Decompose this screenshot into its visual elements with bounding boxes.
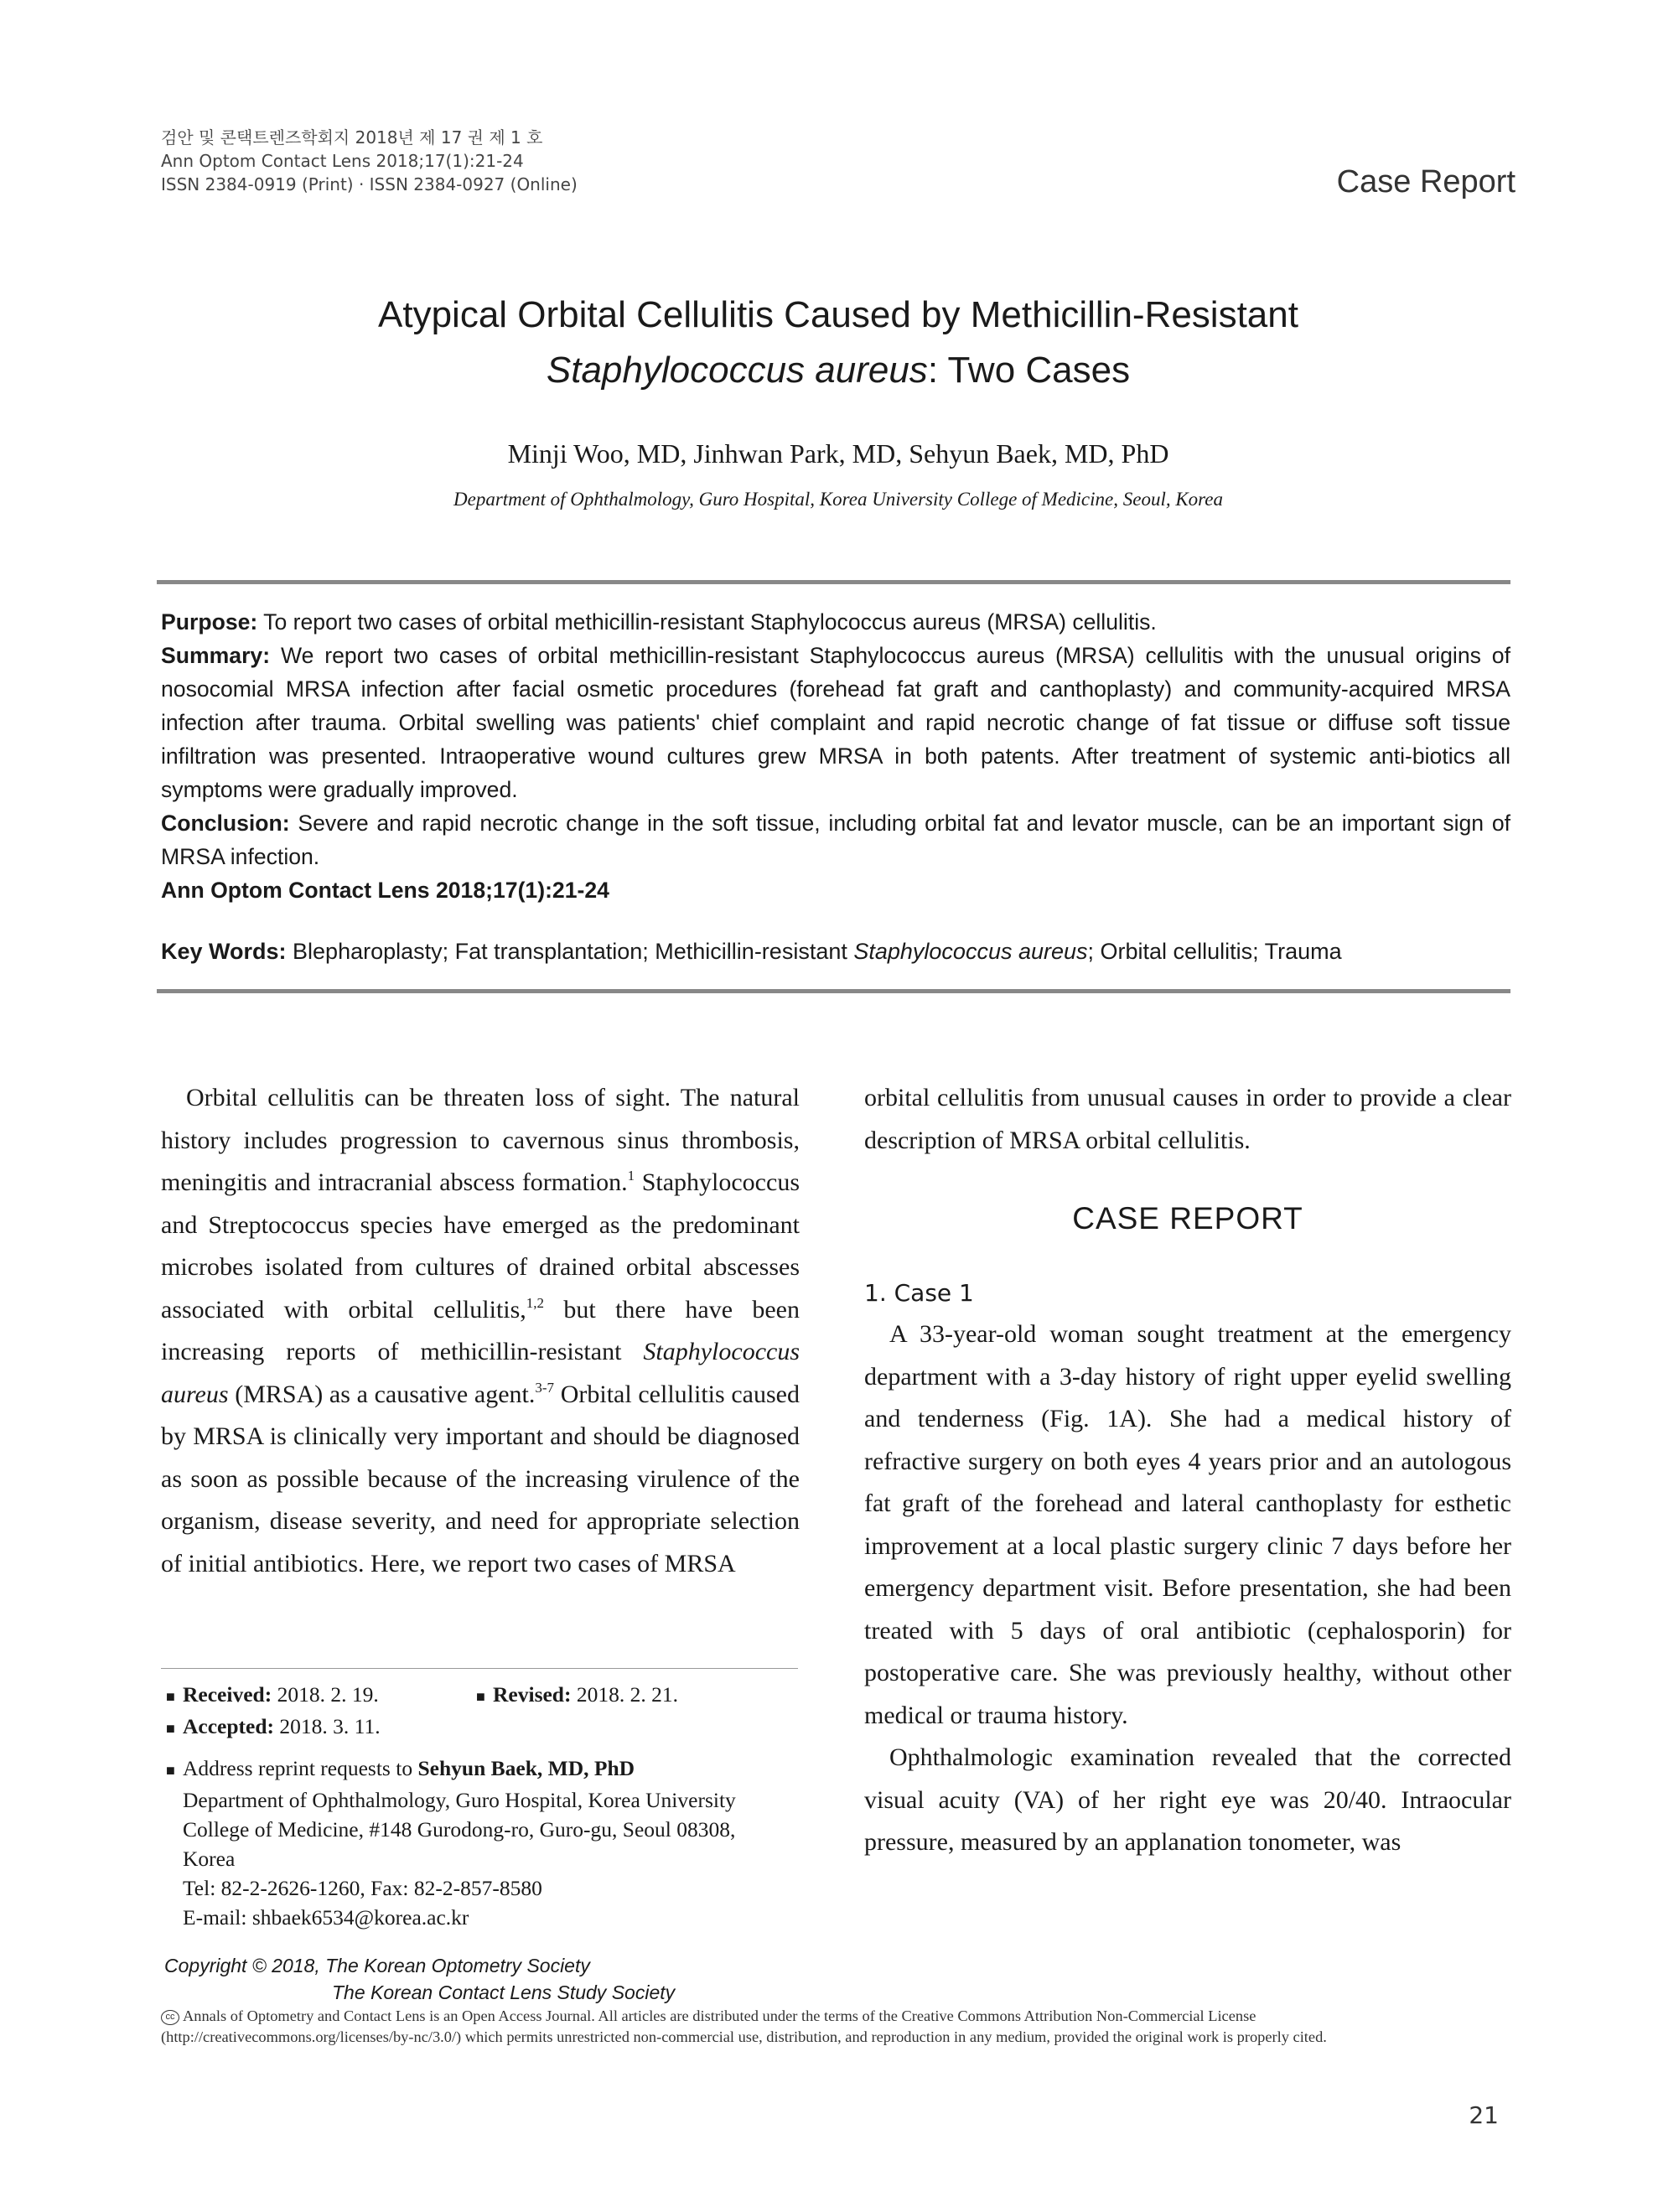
- license-notice: [161, 2006, 1512, 2048]
- intro-continuation: orbital cellulitis from unusual causes in order to provide a clear description of MRSA orbital cellulitis.: [864, 1084, 1511, 1154]
- journal-title-korean: 검안 및 콘택트렌즈학회지 2018년 제 17 권 제 1 호: [161, 127, 543, 148]
- author-affiliation: Department of Ophthalmology, Guro Hospital, Korea University College of Medicine, Seoul, Korea: [453, 489, 1223, 510]
- body-column-left: [161, 1077, 800, 1585]
- creative-commons-icon: cc: [161, 2010, 179, 2025]
- summary-text: We report two cases of orbital methicillin-resistant Staphylococcus aureus (MRSA) cellulitis with the unusual origins of nosocomial MRSA infection after facial osmetic procedures (forehead fat graft and canthoplasty) and community-acquired MRSA infection after trauma. Orbital swelling was patients' chief complaint and rapid necrotic change of fat tissue or diffuse soft tissue infiltration was presented. Intraoperative wound cultures grew MRSA in both patents. After treatment of systemic anti-biotics all symptoms were gradually improved.: [161, 643, 1510, 802]
- abstract-summary: [161, 639, 1510, 806]
- address-prefix: Address reprint requests to: [183, 1756, 418, 1780]
- keywords-text-a: Blepharoplasty; Fat transplantation; Methicillin-resistant: [286, 939, 854, 964]
- revised-label: Revised:: [493, 1682, 572, 1707]
- citation-2: 1,2: [526, 1294, 545, 1311]
- abstract-top-rule: [157, 580, 1510, 584]
- received-value: 2018. 2. 19.: [272, 1682, 379, 1707]
- subsection-heading: 1. Case 1: [864, 1279, 974, 1307]
- contact-phone: Tel: 82-2-2626-1260, Fax: 82-2-857-8580: [183, 1876, 542, 1900]
- received-label: Received:: [183, 1682, 272, 1707]
- bullet-icon: ■: [476, 1688, 485, 1705]
- bullet-icon: ■: [166, 1720, 175, 1737]
- abstract-conclusion: [161, 806, 1510, 873]
- keywords-text-b: ; Orbital cellulitis; Trauma: [1087, 939, 1342, 964]
- intro-text-b: Staphylococcus and Streptococcus species have emerged as the predominant microbes isolated from cultures of drained orbital abscesses associated with orbital cellulitis,: [161, 1168, 800, 1324]
- accepted-value: 2018. 3. 11.: [274, 1714, 381, 1738]
- author-list: Minji Woo, MD, Jinhwan Park, MD, Sehyun Baek, MD, PhD: [507, 438, 1169, 469]
- abstract: [161, 605, 1510, 907]
- address-line: College of Medicine, #148 Gurodong-ro, Guro-gu, Seoul 08308,: [183, 1817, 736, 1842]
- citation-3: 3-7: [535, 1379, 555, 1396]
- journal-issn: ISSN 2384-0919 (Print) · ISSN 2384-0927 (Online): [161, 174, 578, 194]
- section-heading: CASE REPORT: [1072, 1201, 1303, 1236]
- corresponding-author: Sehyun Baek, MD, PhD: [417, 1756, 635, 1780]
- conclusion-text: Severe and rapid necrotic change in the soft tissue, including orbital fat and levator muscle, can be an important sign of MRSA infection.: [161, 811, 1510, 869]
- journal-header: [161, 126, 578, 196]
- purpose-label: Purpose:: [161, 609, 258, 635]
- bullet-icon: ■: [166, 1688, 175, 1705]
- address-line: Department of Ophthalmology, Guro Hospital, Korea University: [183, 1788, 736, 1812]
- case-paragraph-2: Ophthalmologic examination revealed that the corrected visual acuity (VA) of her right eye was 20/40. Intraocular pressure, measured by an applanation tonometer, was: [864, 1743, 1511, 1856]
- abstract-bottom-rule: [157, 989, 1510, 993]
- title-suffix: : Two Cases: [927, 350, 1131, 391]
- conclusion-label: Conclusion:: [161, 811, 290, 836]
- revised-value: 2018. 2. 21.: [571, 1682, 678, 1707]
- body-column-right: [864, 1077, 1511, 1864]
- article-type-label: Case Report: [1336, 164, 1516, 199]
- journal-citation: Ann Optom Contact Lens 2018;17(1):21-24: [161, 151, 524, 171]
- title-species-italic: Staphylococcus aureus: [546, 350, 928, 391]
- abstract-purpose: [161, 605, 1510, 639]
- keywords-italic: Staphylococcus aureus: [853, 939, 1088, 964]
- article-title: [168, 288, 1509, 398]
- accepted-label: Accepted:: [183, 1714, 275, 1738]
- purpose-text: To report two cases of orbital methicillin-resistant Staphylococcus aureus (MRSA) cellulitis.: [257, 609, 1157, 635]
- intro-text-d: (MRSA) as a causative agent.: [228, 1380, 536, 1408]
- copyright: [164, 1952, 675, 2006]
- abstract-citation: Ann Optom Contact Lens 2018;17(1):21-24: [161, 878, 609, 903]
- address-line: Korea: [183, 1847, 236, 1871]
- copyright-line-2: The Korean Contact Lens Study Society: [332, 1981, 676, 2003]
- page-number: 21: [1469, 2101, 1499, 2129]
- intro-text-c: but there have been increasing reports of methicillin-resistant: [161, 1295, 800, 1365]
- footnote-dates-row: [166, 1680, 811, 1712]
- intro-species-italic: Staphylococcus aureus: [161, 1338, 800, 1408]
- keywords-label: Key Words:: [161, 939, 287, 964]
- correspondence: [166, 1754, 811, 1785]
- intro-text-e: Orbital cellulitis caused by MRSA is clinically very important and should be diagnosed as soon as possible because of the increasing virulence of the organism, disease severity, and need for appropriate selection of initial antibiotics. Here, we report two cases of MRSA: [161, 1380, 800, 1577]
- accepted-date: [166, 1712, 811, 1743]
- bullet-icon: ■: [166, 1762, 175, 1779]
- intro-text-a: Orbital cellulitis can be threaten loss of sight. The natural history includes progression to cavernous sinus thrombosis, meningitis and intracranial abscess formation.: [161, 1084, 800, 1196]
- footnote-rule: [161, 1668, 798, 1669]
- contact-email: E-mail: shbaek6534@korea.ac.kr: [183, 1905, 469, 1930]
- summary-label: Summary:: [161, 643, 271, 668]
- received-date: [166, 1680, 476, 1712]
- case-paragraph-1: A 33-year-old woman sought treatment at the emergency department with a 3-day history of right upper eyelid swelling and tenderness (Fig. 1A). She had a medical history of refractive surgery on both eyes 4 years prior and an autologous fat graft of the forehead and lateral canthoplasty for esthetic improvement at a local plastic surgery clinic 7 days before her emergency department visit. Before presentation, she had been treated with 5 days of oral antibiotic (cephalosporin) for postoperative care. She was previously healthy, without other medical or trauma history.: [864, 1320, 1511, 1729]
- title-line-2: [168, 343, 1509, 398]
- intro-paragraph: [161, 1077, 800, 1585]
- keywords: [161, 935, 1510, 968]
- license-text: Annals of Optometry and Contact Lens is an Open Access Journal. All articles are distributed under the terms of the Creative Commons Attribution Non-Commercial License (http://creativecommons.org/licenses/by-nc/3.0/) which permits unrestricted non-commercial use, distribution, and reproduction in any medium, provided the original work is properly cited.: [161, 2007, 1327, 2045]
- title-line-1: Atypical Orbital Cellulitis Caused by Methicillin-Resistant: [378, 294, 1298, 335]
- revised-date: [476, 1680, 786, 1712]
- citation-1: 1: [627, 1168, 635, 1184]
- footnotes: [166, 1680, 811, 1932]
- copyright-line-1: Copyright © 2018, The Korean Optometry Society: [164, 1955, 590, 1976]
